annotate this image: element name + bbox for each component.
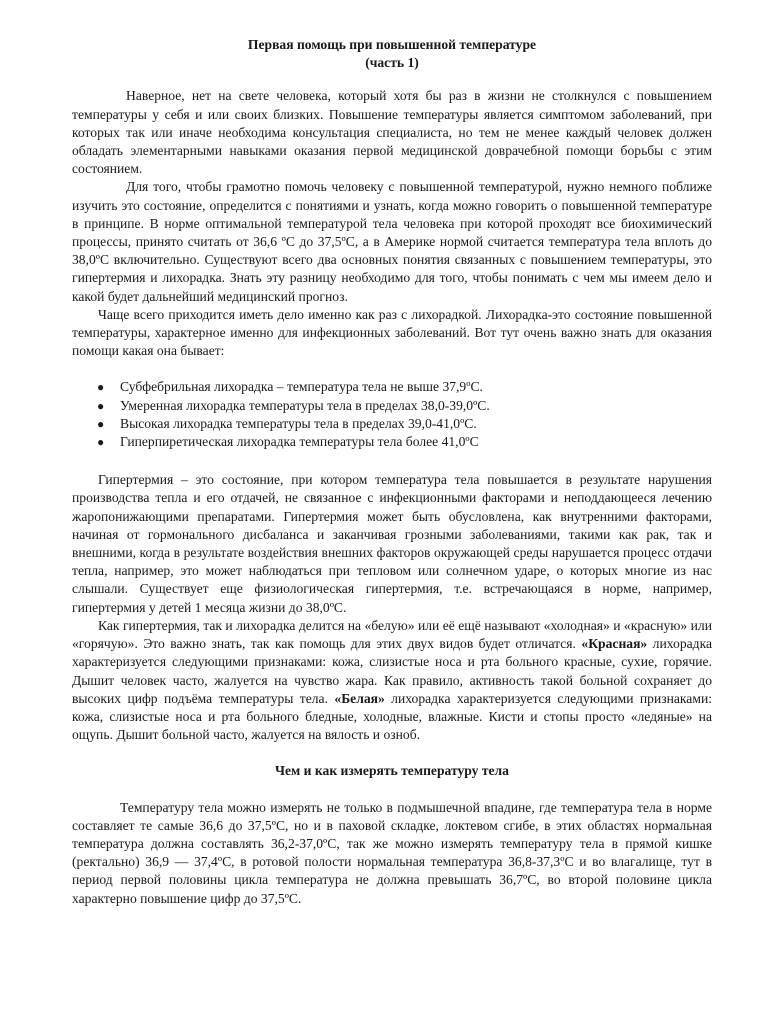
bullet-icon: ● (97, 435, 105, 450)
paragraph-measurement: Температуру тела можно измерять не только в подмышечной впадине, где температура тела в норме составляет те самые 36,6 до 37,5ºС, но и в паховой складке, локтевом сгибе, в этих областях нормальная температура должна составлять 36,2-37,0ºС, так же можно измерять температуру тела в прямой кишке (ректально) 36,9 — 37,4ºС, в ротовой полости нормальная температура 36,8-37,3ºС и во влагалище, тут в период первой половины цикла температура не должна превышать 36,7ºС, во второй половине цикла характерно повышение цифр до 37,5ºС. (72, 799, 712, 906)
list-item-text: Умеренная лихорадка температуры тела в пределах 38,0-39,0ºС. (120, 397, 490, 413)
paragraph-hyperthermia: Гипертермия – это состояние, при котором температура тела повышается в результате нарушения производства тепла и его отдачей, не связанное с инфекционными факторами и неподдающееся лечению жаропонижающими препаратами. Гипертермия может быть обусловлена, как внутренними факторами, начиная от гормонального дисбаланса и заканчивая грозными заболеваниями, такими как рак, так и внешними, когда в результате воздействия внешних факторов окружающей среды нарушается процесс отдачи тепла, например, это может наблюдаться при тепловом или солнечном ударе, о которых многие из нас слышали. Существует еще физиологическая гипертермия, т.е. встречающаяся в норме, например, гипертермия у детей 1 месяца жизни до 38,0ºС. (72, 472, 712, 615)
red-fever-label: «Красная» (581, 636, 648, 652)
list-item (72, 415, 712, 433)
paragraph-definitions: Для того, чтобы грамотно помочь человеку с повышенной температурой, нужно немного поближе изучить это состояние, определится с понятиями и узнать, когда можно говорить о повышенной температуре в принципе. В норме оптимальной температурой тела человека при которой проходят все биохимический процессы, принято считать от 36,6 ºС до 37,5ºС, а в Америке нормой считается температура тела вплоть до 38,0ºС включительно. Существуют всего два основных понятия связанных с повышением температуры, это гипертермия и лихорадка. Знать эту разницу необходимо для того, чтобы понимать с чем мы имеем дело и какой будет дальнейший медицинский прогноз. (72, 179, 712, 304)
list-item (72, 397, 712, 415)
paragraph-text: лихорадка характеризуется следующими признаками: кожа, слизистые носа и рта больного бледные, холодные, влажные. Кисти и стопы просто «ледяные» на ощупь. Дышит больной часто, жалуется на вялость и озноб. (72, 690, 712, 743)
list-item-text: Субфебрильная лихорадка – температура тела не выше 37,9ºС. (120, 379, 483, 395)
fever-types-list (72, 378, 712, 451)
paragraph-text: лихорадка характеризуется следующими признаками: кожа, слизистые носа и рта больного красные, сухие, горячие. Дышит человек часто, жалуется на чувство жара. Как правило, активность такой больной сохраняет до высоких цифр подъёма температуры тела. (72, 636, 712, 706)
list-item-text: Гиперпиретическая лихорадка температуры тела более 41,0ºС (120, 434, 479, 450)
list-item (72, 433, 712, 451)
bullet-icon: ● (97, 416, 105, 431)
list-item (72, 378, 712, 396)
list-item-text: Высокая лихорадка температуры тела в пределах 39,0-41,0ºС. (120, 415, 477, 431)
paragraph-text: Как гипертермия, так и лихорадка делится на «белую» или её ещё называют «холодная» и «красную» или «горячую». Это важно знать, так как помощь для этих двух видов будет отличатся. (72, 617, 712, 652)
bullet-icon: ● (97, 380, 105, 395)
document-title: Первая помощь при повышенной температуре (247, 37, 537, 52)
paragraph-intro: Наверное, нет на свете человека, который хотя бы раз в жизни не столкнулся с повышением температуры у себя и или своих близких. Повышение температуры является симптомом заболеваний, при которых так или иначе необходима консультация специалиста, но тем не менее каждый человек должен обладать элементарными навыками оказания первой медицинской доврачебной помощи борьбы с этим состоянием. (72, 88, 712, 177)
bullet-icon: ● (97, 398, 105, 413)
paragraph-fever: Чаще всего приходится иметь дело именно как раз с лихорадкой. Лихорадка-это состояние повышенной температуры, характерное именно для инфекционных заболеваний. Вот тут очень важно знать для оказания помощи какая она бывает: (72, 306, 712, 359)
section-heading: Чем и как измерять температуру тела (275, 763, 509, 779)
paragraph-red-white-fever (72, 617, 712, 744)
document-subtitle: (часть 1) (365, 55, 419, 71)
white-fever-label: «Белая» (334, 690, 385, 706)
